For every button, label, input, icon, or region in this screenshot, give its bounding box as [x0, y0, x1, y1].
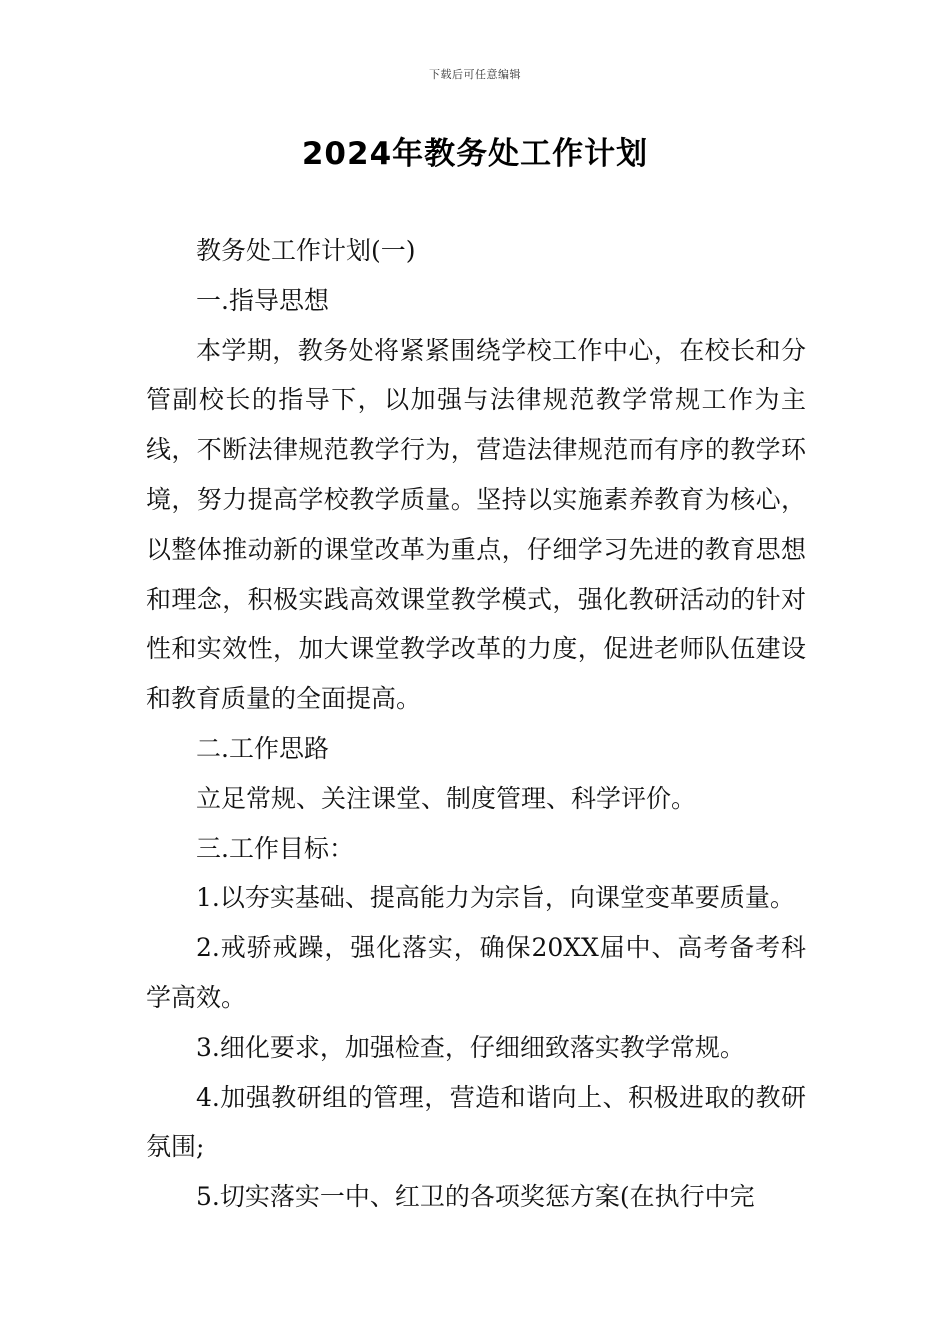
document-title: 2024年教务处工作计划 [301, 136, 649, 172]
section-heading-plan-one: 教务处工作计划(一) [196, 236, 416, 265]
header-note: 下载后可任意编辑 [429, 68, 521, 81]
goal-item-4: 4.加强教研组的管理，营造和谐向上、积极进取的教研氛围; [146, 1082, 806, 1162]
goal-item-5: 5.切实落实一中、红卫的各项奖惩方案(在执行中完 [196, 1182, 755, 1212]
goal-item-2: 2.戒骄戒躁，强化落实，确保20XX届中、高考备考科学高效。 [146, 933, 806, 1012]
document-body [146, 226, 806, 1222]
section-heading-work-goals: 三.工作目标： [196, 833, 354, 863]
section-heading-guiding-ideology: 一.指导思想 [196, 285, 329, 315]
goal-item-1: 1.以夯实基础、提高能力为宗旨，向课堂变革要质量。 [196, 883, 795, 913]
goal-item-3: 3.细化要求，加强检查，仔细细致落实教学常规。 [196, 1032, 745, 1062]
section-heading-work-approach: 二.工作思路 [196, 733, 329, 763]
paragraph-work-approach: 立足常规、关注课堂、制度管理、科学评价。 [196, 783, 697, 813]
paragraph-guiding-ideology: 本学期，教务处将紧紧围绕学校工作中心，在校长和分管副校长的指导下，以加强与法律规范教学常规工作为主线，不断法律规范教学行为，营造法律规范而有序的教学环境，努力提高学校教学质量。坚持以实施素养教育为核心，以整体推动新的课堂改革为重点，仔细学习先进的教育思想和理念，积极实践高效课堂教学模式，强化教研活动的针对性和实效性，加大课堂教学改革的力度，促进老师队伍建设和教育质量的全面提高。 [146, 335, 806, 714]
